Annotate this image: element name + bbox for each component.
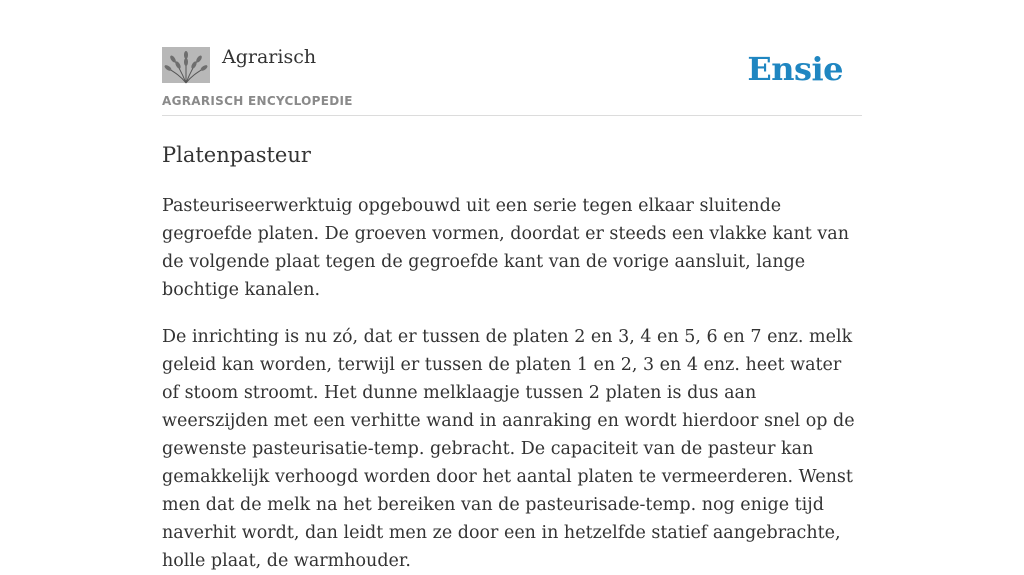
ensie-logo[interactable]: Ensie — [747, 50, 843, 88]
article-paragraph: Pasteuriseerwerktuig opgebouwd uit een serie tegen elkaar sluitende gegroefde platen. De groeven vormen, doordat er steeds een vlakke kant van de volgende plaat tegen de gegroefde kant van de vorige aansluit, lange bochtige kanalen. — [162, 196, 849, 300]
wheat-icon[interactable] — [162, 47, 210, 83]
wheat-illustration — [162, 47, 210, 83]
source-name[interactable]: Agrarisch — [222, 46, 317, 68]
article-title: Platenpasteur — [162, 143, 311, 167]
article — [162, 140, 862, 575]
header — [162, 0, 862, 116]
article-paragraph: De inrichting is nu zó, dat er tussen de platen 2 en 3, 4 en 5, 6 en 7 enz. melk geleid kan worden, terwijl er tussen de platen 1 en 2, 3 en 4 enz. heet water of stoom stroomt. Het dunne melklaagje tussen 2 platen is dus aan weerszijden met een verhitte wand in aanraking en wordt hierdoor snel op de gewenste pasteurisatie-temp. gebracht. De capaciteit van de pasteur kan gemakkelijk verhoogd worden door het aantal platen te vermeerderen. Wenst men dat de melk na het bereiken van de pasteurisade-temp. nog enige tijd naverhit wordt, dan leidt men ze door een in hetzelfde statief aangebrachte, holle plaat, de warmhouder. — [162, 327, 855, 571]
source-subtitle: AGRARISCH ENCYCLOPEDIE — [162, 94, 353, 108]
